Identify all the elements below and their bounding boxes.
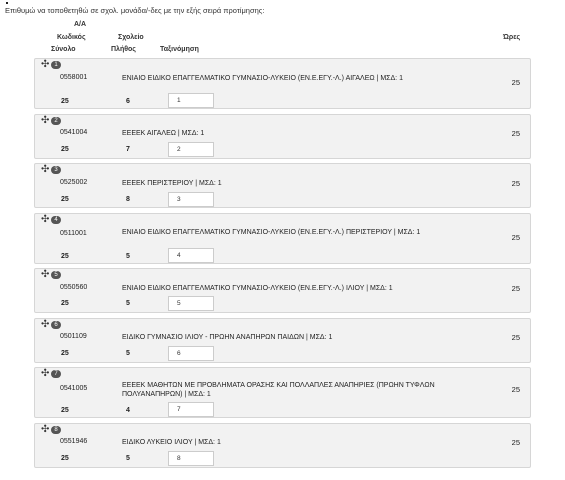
rank-input[interactable]: 5	[168, 296, 214, 311]
total-value: 25	[61, 454, 69, 462]
hours-value: 25	[511, 78, 520, 87]
preference-row[interactable]	[34, 213, 531, 264]
school-code: 0558001	[60, 74, 88, 81]
school-name: ΕΙΔΙΚΟ ΓΥΜΝΑΣΙΟ ΙΛΙΟΥ - ΠΡΩΗΝ ΑΝΑΠΗΡΩΝ ΠΑΙΔΩΝ | ΜΣΔ: 1	[122, 333, 333, 341]
school-code: 0541005	[60, 385, 88, 392]
school-code: 0550560	[60, 284, 88, 291]
hours-value: 25	[511, 332, 520, 342]
school-name: ΕΙΔΙΚΟ ΛΥΚΕΙΟ ΙΛΙΟΥ | ΜΣΔ: 1	[122, 438, 221, 446]
size-value: 5	[126, 300, 130, 307]
rank-input[interactable]: 1	[168, 93, 214, 108]
total-value: 25	[61, 252, 69, 260]
order-badge: 3	[51, 166, 61, 174]
size-value: 8	[126, 196, 130, 203]
total-value: 25	[61, 407, 69, 414]
hours-value: 25	[511, 128, 520, 138]
preference-row[interactable]	[34, 114, 531, 159]
order-badge: 8	[51, 426, 61, 434]
school-code: 0501109	[60, 332, 87, 340]
size-value: 5	[126, 454, 130, 462]
hours-value: 25	[511, 284, 520, 293]
header-school: Σχολείο	[118, 34, 144, 41]
size-value: 5	[126, 252, 130, 260]
order-badge: 1	[51, 61, 61, 69]
size-value: 4	[126, 407, 130, 414]
order-badge: 7	[51, 370, 61, 378]
school-name: ΕΝΙΑΙΟ ΕΙΔΙΚΟ ΕΠΑΓΓΕΛΜΑΤΙΚΟ ΓΥΜΝΑΣΙΟ-ΛΥΚΕΙΟ (ΕΝ.Ε.ΕΓΥ.-Λ.) ΠΕΡΙΣΤΕΡΙΟΥ | ΜΣΔ: 1	[122, 228, 421, 236]
rank-input[interactable]: 3	[168, 192, 214, 207]
drag-handle-icon[interactable]: ✣	[41, 423, 50, 435]
school-name: ΕΝΙΑΙΟ ΕΙΔΙΚΟ ΕΠΑΓΓΕΛΜΑΤΙΚΟ ΓΥΜΝΑΣΙΟ-ΛΥΚΕΙΟ (ΕΝ.Ε.ΕΓΥ.-Λ.) ΑΙΓΑΛΕΩ | ΜΣΔ: 1	[122, 75, 403, 82]
total-value: 25	[61, 196, 69, 203]
drag-handle-icon[interactable]: ✣	[41, 213, 50, 225]
preference-row[interactable]	[34, 318, 531, 363]
hours-value: 25	[511, 232, 520, 242]
header-total: Σύνολο	[51, 46, 76, 53]
drag-handle-icon[interactable]: ✣	[41, 318, 50, 330]
preference-row[interactable]	[34, 268, 531, 313]
bullet-dot	[6, 2, 8, 4]
preference-list	[34, 58, 531, 472]
hours-value: 25	[511, 385, 520, 394]
total-value: 25	[61, 145, 69, 153]
hours-value: 25	[511, 179, 520, 188]
order-badge: 4	[51, 216, 61, 224]
school-name: ΕΕΕΕΚ ΑΙΓΑΛΕΩ | ΜΣΔ: 1	[122, 129, 205, 137]
school-code: 0551946	[60, 437, 88, 445]
rank-input[interactable]: 2	[168, 142, 214, 157]
drag-handle-icon[interactable]: ✣	[41, 164, 50, 175]
order-badge: 5	[51, 271, 61, 279]
header-hours: Ώρες	[503, 34, 521, 41]
drag-handle-icon[interactable]: ✣	[41, 368, 50, 379]
rank-input[interactable]: 8	[168, 451, 214, 466]
school-code: 0525002	[60, 179, 88, 186]
preference-row[interactable]	[34, 163, 531, 208]
total-value: 25	[61, 349, 69, 357]
school-code: 0511001	[60, 229, 87, 237]
header-aa: Α/Α	[74, 21, 87, 28]
drag-handle-icon[interactable]: ✣	[41, 114, 50, 126]
school-name: ΕΕΕΕΚ ΜΑΘΗΤΩΝ ΜΕ ΠΡΟΒΛΗΜΑΤΑ ΟΡΑΣΗΣ ΚΑΙ ΠΟΛΛΑΠΛΕΣ ΑΝΑΠΗΡΙΕΣ (ΠΡΩΗΝ ΤΥΦΛΩΝ ΠΟΛΥΑΝΑΠΗΡΩΝ) | ΜΣΔ: 1	[122, 382, 435, 398]
header-code: Κωδικός	[57, 34, 86, 41]
preference-row[interactable]	[34, 58, 531, 109]
rank-input[interactable]: 6	[168, 346, 214, 361]
intro-text: Επιθυμώ να τοποθετηθώ σε σχολ. μονάδα/-δες με την εξής σειρά προτίμησης:	[5, 6, 265, 15]
drag-handle-icon[interactable]: ✣	[41, 59, 50, 70]
order-badge: 6	[51, 321, 61, 329]
drag-handle-icon[interactable]: ✣	[41, 269, 50, 280]
school-code: 0541004	[60, 128, 88, 136]
school-name: ΕΝΙΑΙΟ ΕΙΔΙΚΟ ΕΠΑΓΓΕΛΜΑΤΙΚΟ ΓΥΜΝΑΣΙΟ-ΛΥΚΕΙΟ (ΕΝ.Ε.ΕΓΥ.-Λ.) ΙΛΙΟΥ | ΜΣΔ: 1	[122, 285, 393, 292]
size-value: 6	[126, 98, 130, 105]
hours-value: 25	[511, 437, 520, 447]
preference-row[interactable]	[34, 367, 531, 418]
rank-input[interactable]: 4	[168, 248, 214, 263]
rank-input[interactable]: 7	[168, 402, 214, 417]
size-value: 5	[126, 349, 130, 357]
preference-row[interactable]	[34, 423, 531, 468]
size-value: 7	[126, 145, 130, 153]
header-rank: Ταξινόμηση	[160, 46, 199, 53]
total-value: 25	[61, 98, 69, 105]
total-value: 25	[61, 300, 69, 307]
header-size: Πλήθος	[111, 46, 136, 53]
order-badge: 2	[51, 117, 61, 125]
school-name: ΕΕΕΕΚ ΠΕΡΙΣΤΕΡΙΟΥ | ΜΣΔ: 1	[122, 180, 222, 187]
